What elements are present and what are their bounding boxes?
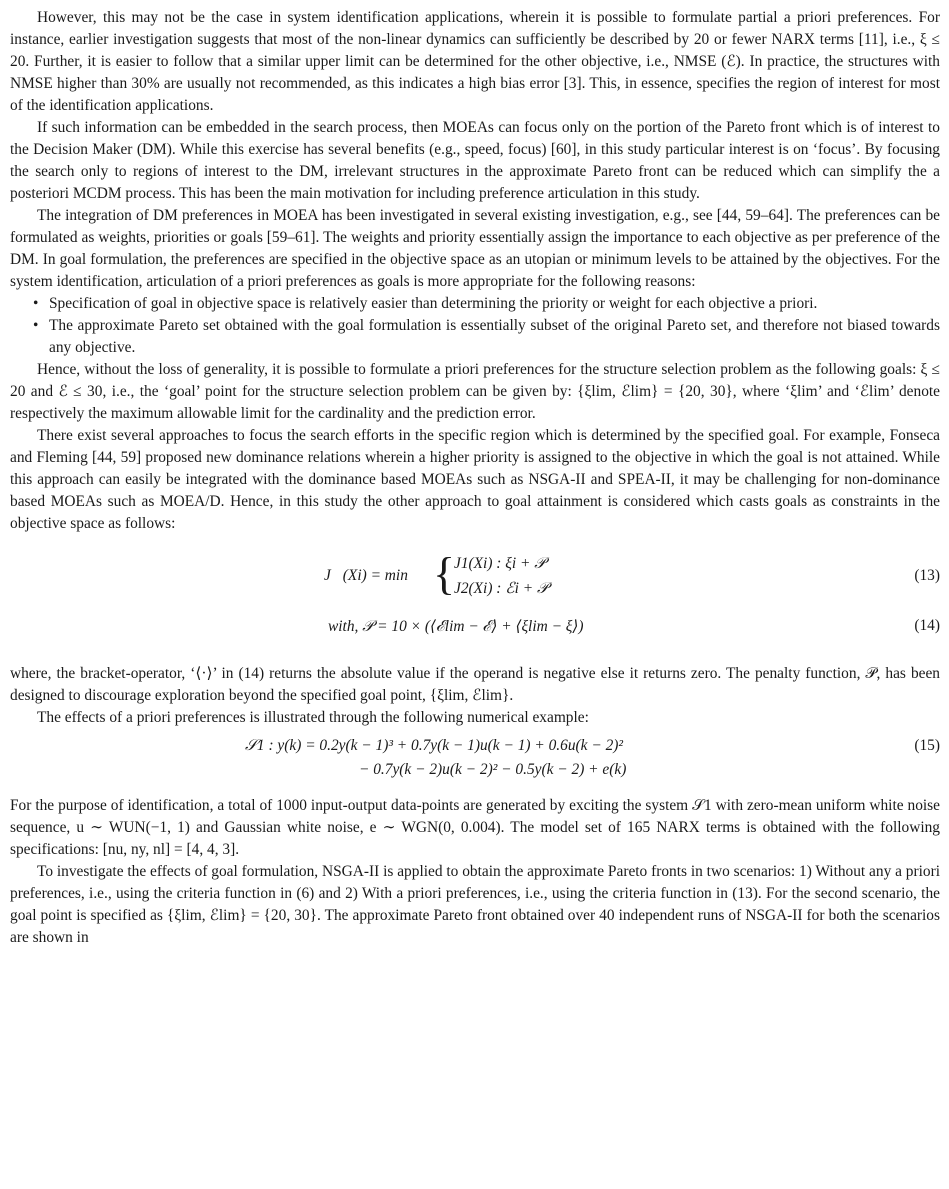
paragraph-3: The integration of DM preferences in MOEA has been investigated in several existing investigation, e.g., see [44, 59–64]. The preferences can be formulated as weights, priorities or goals [59–61]. The weights and priority essentially assign the importance to each objective as per preference of the DM. In goal formulation, the preferences are specified in the objective space as an utopian or minimum levels to be attained by the objectives. For the system identification, articulation of a priori preferences as goals is more appropriate for the following reasons: (10, 207, 940, 290)
eq13-number: (13) (914, 567, 940, 584)
paragraph-2: If such information can be embedded in the search process, then MOEAs can focus only on the portion of the Pareto front which is of interest to the Decision Maker (DM). While this exercise has several benefits (e.g., speed, focus) [60], in this study particular interest is on ‘focus’. By focusing the search only to regions of interest to the DM, irrelevant structures in the approximate Pareto front can be reduced which can simplify the a posteriori MCDM process. This has been the main motivation for including preference articulation in this study. (10, 119, 940, 202)
paragraph-4: Hence, without the loss of generality, it is possible to formulate a priori preferences for the structure selection problem as the following goals: ξ ≤ 20 and ℰ ≤ 30, i.e., the ‘goal’ point for the structure selection problem can be given by: {ξlim, ℰlim} = {20, 30}, where ‘ξlim’ and ‘ℰlim’ denote respectively the maximum allowable limit for the cardinality and the prediction error. (10, 361, 940, 422)
paragraph-9: To investigate the effects of goal formulation, NSGA-II is applied to obtain the approximate Pareto fronts in two scenarios: 1) Without any a priori preferences, i.e., using the criteria function in (6) and 2) With a priori preferences, i.e., using the criteria function in (13). For the second scenario, the goal point is specified as {ξlim, ℰlim} = {20, 30}. The approximate Pareto front obtained over 40 independent runs of NSGA-II for both the scenarios are shown in (10, 863, 940, 946)
eq13-brace: { (433, 548, 456, 599)
reason-item-2: • The approximate Pareto set obtained with the goal formulation is essentially subset of the original Pareto set, and therefore not biased towards any objective. (33, 315, 940, 359)
paragraph-5: There exist several approaches to focus the search efforts in the specific region which is determined by the specified goal. For example, Fonseca and Fleming [44, 59] proposed new dominance relations wherein a higher priority is assigned to the objective in which the goal is not attained. While this approach can easily be integrated with the dominance based MOEAs such as NSGA-II and SPEA-II, it may be challenging for non-dominance based MOEAs such as MOEA/D. Hence, in this study the other approach to goal attainment is considered which casts goals as constraints in the objective space as follows: (10, 427, 940, 532)
paragraph-8: For the purpose of identification, a total of 1000 input-output data-points are generated by exciting the system 𝒮1 with zero-mean uniform white noise sequence, u ∼ WUN(−1, 1) and Gaussian white noise, e ∼ WGN(0, 0.004). The model set of 165 NARX terms is obtained with the following specifications: [nu, ny, nl] = [4, 4, 3]. (10, 797, 940, 858)
eq13-line2: J2(Xi) : ℰi + 𝒫 (454, 580, 549, 597)
eq14-text: with, 𝒫 = 10 × (⟨ℰlim − ℰ⟩ + ⟨ξlim − ξ⟩) (328, 618, 584, 635)
reasons-list (10, 293, 940, 359)
eq15-line2: − 0.7y(k − 2)u(k − 2)² − 0.5y(k − 2) + e(k) (359, 761, 627, 778)
paragraph-7: The effects of a priori preferences is illustrated through the following numerical example: (37, 709, 589, 726)
eq14-number: (14) (914, 617, 940, 634)
eq13-lhs: J⃗(Xi) = min (324, 567, 408, 584)
paragraph-1: However, this may not be the case in system identification applications, wherein it is possible to formulate partial a priori preferences. For instance, earlier investigation suggests that most of the non-linear dynamics can sufficiently be described by 20 or fewer NARX terms [11], i.e., ξ ≤ 20. Further, it is easier to follow that a similar upper limit can be determined for the other objective, i.e., NMSE (ℰ). In practice, the structures with NMSE higher than 30% are usually not recommended, as this indicates a high bias error [3]. This, in essence, specifies the region of interest for most of the identification applications. (10, 9, 940, 114)
equation-13 (10, 547, 940, 609)
equation-15 (10, 735, 940, 785)
eq13-line1: J1(Xi) : ξi + 𝒫 (454, 555, 546, 572)
reason-item-1: • Specification of goal in objective space is relatively easier than determining the priority or weight for each objective a priori. (33, 293, 940, 315)
paragraph-6: where, the bracket-operator, ‘⟨·⟩’ in (14) returns the absolute value if the operand is negative else it returns zero. The penalty function, 𝒫, has been designed to discourage exploration beyond the specified goal point, {ξlim, ℰlim}. (10, 665, 940, 704)
eq15-number: (15) (914, 737, 940, 754)
equation-14 (10, 611, 940, 647)
eq15-line1: 𝒮1 : y(k) = 0.2y(k − 1)³ + 0.7y(k − 1)u(k − 1) + 0.6u(k − 2)² (245, 737, 624, 754)
